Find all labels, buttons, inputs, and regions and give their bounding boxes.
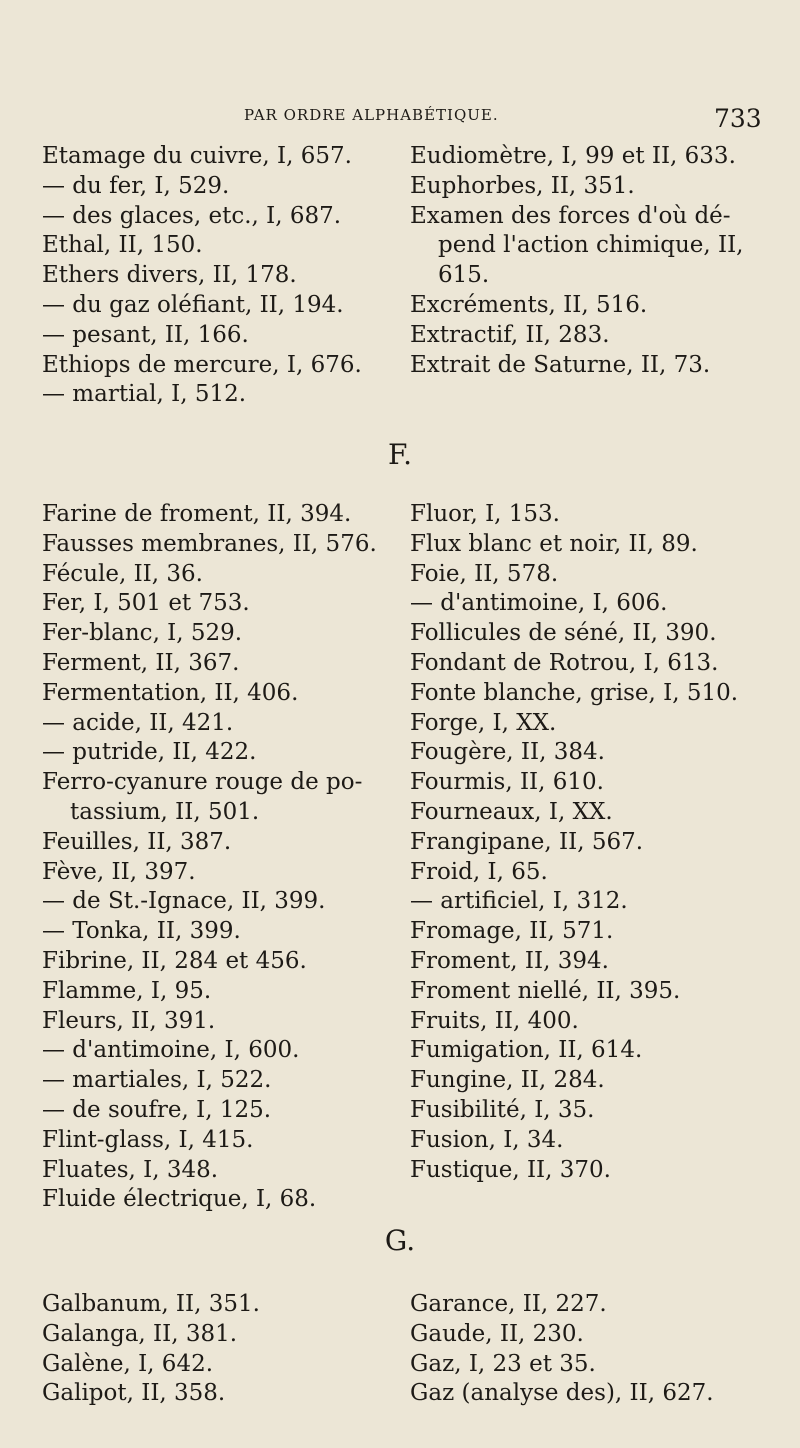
index-entry: Fausses membranes, II, 576. [42,530,377,557]
index-entry: Fonte blanche, grise, I, 510. [410,679,739,706]
index-entry: Fécule, II, 36. [42,560,203,587]
index-entry: Fève, II, 397. [42,858,196,885]
index-entry: Garance, II, 227. [410,1291,607,1317]
index-entry: Flint-glass, I, 415. [42,1126,254,1153]
index-entry: — Tonka, II, 399. [42,918,241,945]
index-entry-continued: pend l'action chimique, II, [438,232,744,259]
index-column-left [42,1290,402,1409]
index-entry: Ferment, II, 367. [42,649,240,676]
running-title: PAR ORDRE ALPHABÉTIQUE. [244,106,499,124]
index-entry-continued: 615. [438,262,490,289]
index-entry: Fluide électrique, I, 68. [42,1186,317,1213]
index-column-left [42,142,402,410]
index-entry: Fougère, II, 384. [410,739,605,766]
index-entry: — pesant, II, 166. [42,321,249,348]
index-entry: — d'antimoine, I, 606. [410,590,668,617]
index-entry: Ethiops de mercure, I, 676. [42,351,362,378]
index-entry: — artificiel, I, 312. [410,888,628,915]
index-entry: Fromage, II, 571. [410,918,614,945]
index-entry: — putride, II, 422. [42,739,257,766]
index-entry: Flamme, I, 95. [42,977,212,1004]
index-entry: Fourneaux, I, XX. [410,798,613,825]
index-column-right [410,1290,772,1409]
index-entry: Feuilles, II, 387. [42,828,232,855]
index-entry: Froment, II, 394. [410,947,609,974]
page-number: 733 [714,104,762,133]
index-column-right [410,142,772,380]
index-entry: Excréments, II, 516. [410,291,648,318]
index-entry: Ethers divers, II, 178. [42,262,297,289]
index-entry: — de soufre, I, 125. [42,1096,272,1123]
section-letter-g: G. [384,1224,416,1257]
index-entry: Farine de froment, II, 394. [42,501,352,527]
running-head [0,104,800,134]
index-entry: — martial, I, 512. [42,381,247,408]
index-entry: Flux blanc et noir, II, 89. [410,530,698,557]
index-entry: Ethal, II, 150. [42,232,203,259]
index-entry: Fustique, II, 370. [410,1156,611,1183]
index-entry: Fruits, II, 400. [410,1007,579,1034]
index-entry: Gaz, I, 23 et 35. [410,1350,596,1377]
index-entry: Extrait de Saturne, II, 73. [410,351,711,378]
index-entry: Galbanum, II, 351. [42,1291,260,1317]
index-entry: Fourmis, II, 610. [410,769,604,796]
index-entry: — d'antimoine, I, 600. [42,1037,300,1064]
index-entry: — des glaces, etc., I, 687. [42,202,342,229]
section-letter-f: F. [388,438,412,471]
index-entry: Gaz (analyse des), II, 627. [410,1380,714,1407]
index-entry: Frangipane, II, 567. [410,828,644,855]
index-entry: Galipot, II, 358. [42,1380,226,1407]
index-entry: Fermentation, II, 406. [42,679,299,706]
index-entry: — du gaz oléfiant, II, 194. [42,291,344,318]
index-entry: Eudiomètre, I, 99 et II, 633. [410,143,736,169]
index-entry: — de St.-Ignace, II, 399. [42,888,326,915]
index-entry: Fumigation, II, 614. [410,1037,643,1064]
index-entry: Examen des forces d'où dé- [410,202,731,229]
index-entry: Fluor, I, 153. [410,501,560,527]
index-entry: Fusion, I, 34. [410,1126,564,1153]
index-entry: — du fer, I, 529. [42,172,230,199]
index-column-right [410,500,772,1185]
index-entry: Fluates, I, 348. [42,1156,219,1183]
index-entry: Fer-blanc, I, 529. [42,620,243,647]
index-entry: Etamage du cuivre, I, 657. [42,143,352,169]
index-entry: Foie, II, 578. [410,560,559,587]
index-entry: Fondant de Rotrou, I, 613. [410,649,719,676]
index-entry: Froid, I, 65. [410,858,548,885]
index-entry: Ferro-cyanure rouge de po- [42,769,363,796]
index-entry: Gaude, II, 230. [410,1320,584,1347]
index-entry: Fungine, II, 284. [410,1067,605,1094]
index-entry: Galène, I, 642. [42,1350,214,1377]
index-entry: Fusibilité, I, 35. [410,1096,595,1123]
index-entry: Fleurs, II, 391. [42,1007,216,1034]
index-entry: Extractif, II, 283. [410,321,610,348]
index-entry: Froment niellé, II, 395. [410,977,681,1004]
index-entry: Galanga, II, 381. [42,1320,238,1347]
index-entry: Euphorbes, II, 351. [410,172,635,199]
index-column-left [42,500,402,1215]
index-entry: — acide, II, 421. [42,709,234,736]
index-entry: Fer, I, 501 et 753. [42,590,250,617]
index-entry: Forge, I, XX. [410,709,557,736]
index-entry: — martiales, I, 522. [42,1067,272,1094]
index-entry: Fibrine, II, 284 et 456. [42,947,307,974]
index-entry: Follicules de séné, II, 390. [410,620,717,647]
index-entry-continued: tassium, II, 501. [70,798,260,825]
